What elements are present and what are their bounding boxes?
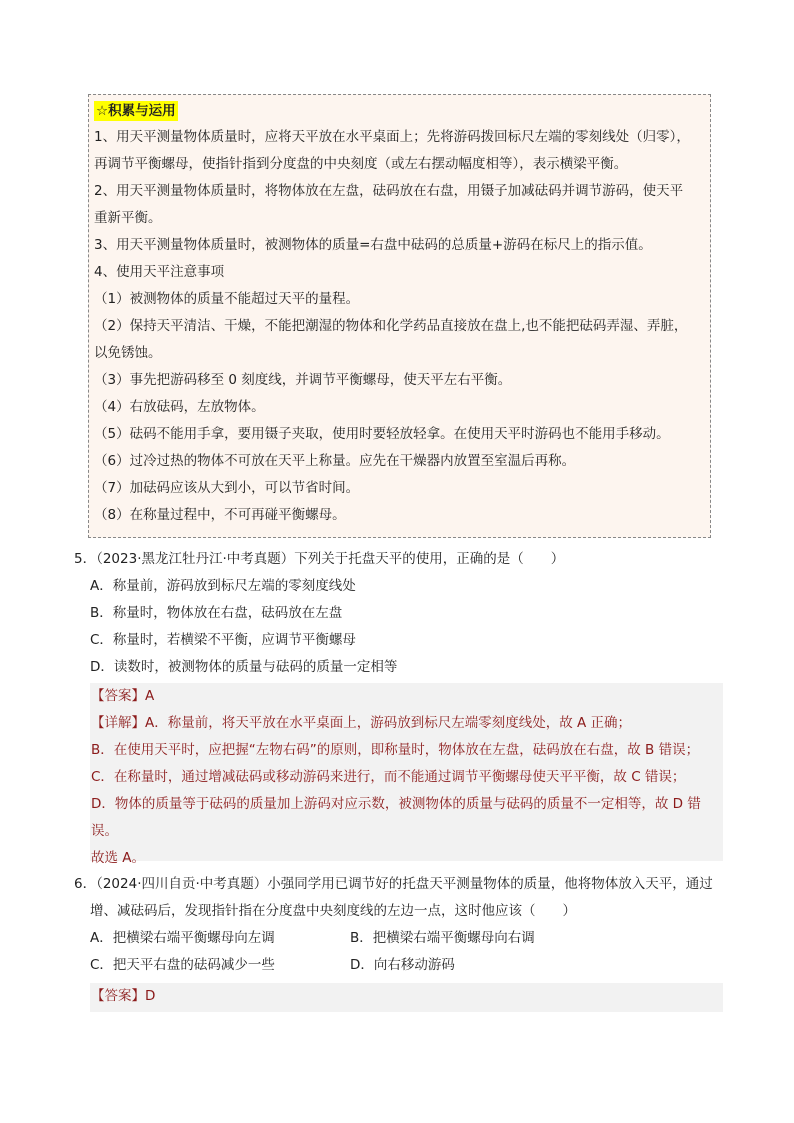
question-6 xyxy=(74,871,724,979)
summary-line: 2、用天平测量物体质量时，将物体放在左盘，砝码放在右盘，用镊子加减砝码并调节游码，使天平 xyxy=(94,183,684,199)
explanation-line: B．在使用天平时，应把握“左物右码”的原则，即称量时，物体放在左盘，砝码放在右盘，故 B 错误； xyxy=(91,742,700,758)
explanation-line: D．物体的质量等于砝码的质量加上游码对应示数，被测物体的质量与砝码的质量不一定相等，故 D 错 xyxy=(91,796,701,812)
summary-line: 再调节平衡螺母，使指针指到分度盘的中央刻度（或左右摆动幅度相等），表示横梁平衡。 xyxy=(94,156,628,172)
option-b: B．称量时，物体放在右盘，砝码放在左盘 xyxy=(90,605,343,621)
option-d: D．读数时，被测物体的质量与砝码的质量一定相等 xyxy=(90,659,398,675)
answer-block-5 xyxy=(90,683,723,866)
explanation-line: C．在称量时，通过增减砝码或移动游码来进行，而不能通过调节平衡螺母使天平平衡，故 C 错误； xyxy=(91,769,686,785)
summary-line: （2）保持天平清洁、干燥，不能把潮湿的物体和化学药品直接放在盘上,也不能把砝码弄湿、弄脏， xyxy=(94,318,688,334)
summary-line: 重新平衡。 xyxy=(94,210,162,226)
summary-line: （1）被测物体的质量不能超过天平的量程。 xyxy=(94,291,360,307)
question-5 xyxy=(74,546,724,681)
summary-line: （6）过冷过热的物体不可放在天平上称量。应先在干燥器内放置至室温后再称。 xyxy=(94,453,576,469)
summary-line: （3）事先把游码移至 0 刻度线，并调节平衡螺母，使天平左右平衡。 xyxy=(94,372,512,388)
option-d: D．向右移动游码 xyxy=(350,957,455,973)
option-c: C．称量时，若横梁不平衡，应调节平衡螺母 xyxy=(90,632,356,648)
answer: 【答案】A xyxy=(91,688,155,704)
summary-line: 1、用天平测量物体质量时，应将天平放在水平桌面上；先将游码拨回标尺左端的零刻线处（归零）， xyxy=(94,129,690,145)
summary-line: （7）加砝码应该从大到小，可以节省时间。 xyxy=(94,480,360,496)
answer-block-6 xyxy=(90,983,723,1012)
summary-line: 3、用天平测量物体质量时，被测物体的质量=右盘中砝码的总质量+游码在标尺上的指示值。 xyxy=(94,237,652,253)
summary-line: 以免锈蚀。 xyxy=(94,345,162,361)
option-a: A．称量前，游码放到标尺左端的零刻度线处 xyxy=(90,578,356,594)
question-stem: 6．（2024·四川自贡·中考真题）小强同学用已调节好的托盘天平测量物体的质量，他将物体放入天平，通过 xyxy=(74,876,713,892)
answer: 【答案】D xyxy=(91,988,156,1004)
question-stem: 5．（2023·黑龙江牡丹江·中考真题）下列关于托盘天平的使用，正确的是（ ） xyxy=(74,551,565,567)
option-a: A．把横梁右端平衡螺母向左调 xyxy=(90,930,275,946)
summary-line: 4、使用天平注意事项 xyxy=(94,264,225,280)
summary-line: （8）在称量过程中，不可再碰平衡螺母。 xyxy=(94,507,346,523)
explanation-line: 故选 A。 xyxy=(91,850,146,866)
option-c: C．把天平右盘的砝码减少一些 xyxy=(90,957,275,973)
summary-line: （5）砝码不能用手拿，要用镊子夹取，使用时要轻放轻拿。在使用天平时游码也不能用手移动。 xyxy=(94,426,670,442)
explanation-line: 【详解】A．称量前，将天平放在水平桌面上，游码放到标尺左端零刻度线处，故 A 正确； xyxy=(91,715,632,731)
summary-title: ☆积累与运用 xyxy=(96,103,176,119)
option-b: B．把横梁右端平衡螺母向右调 xyxy=(350,930,535,946)
summary-line: （4）右放砝码，左放物体。 xyxy=(94,399,265,415)
question-stem: 增、减砝码后，发现指针指在分度盘中央刻度线的左边一点，这时他应该（ ） xyxy=(90,903,576,919)
explanation-line: 误。 xyxy=(91,823,118,839)
summary-box xyxy=(88,94,711,538)
